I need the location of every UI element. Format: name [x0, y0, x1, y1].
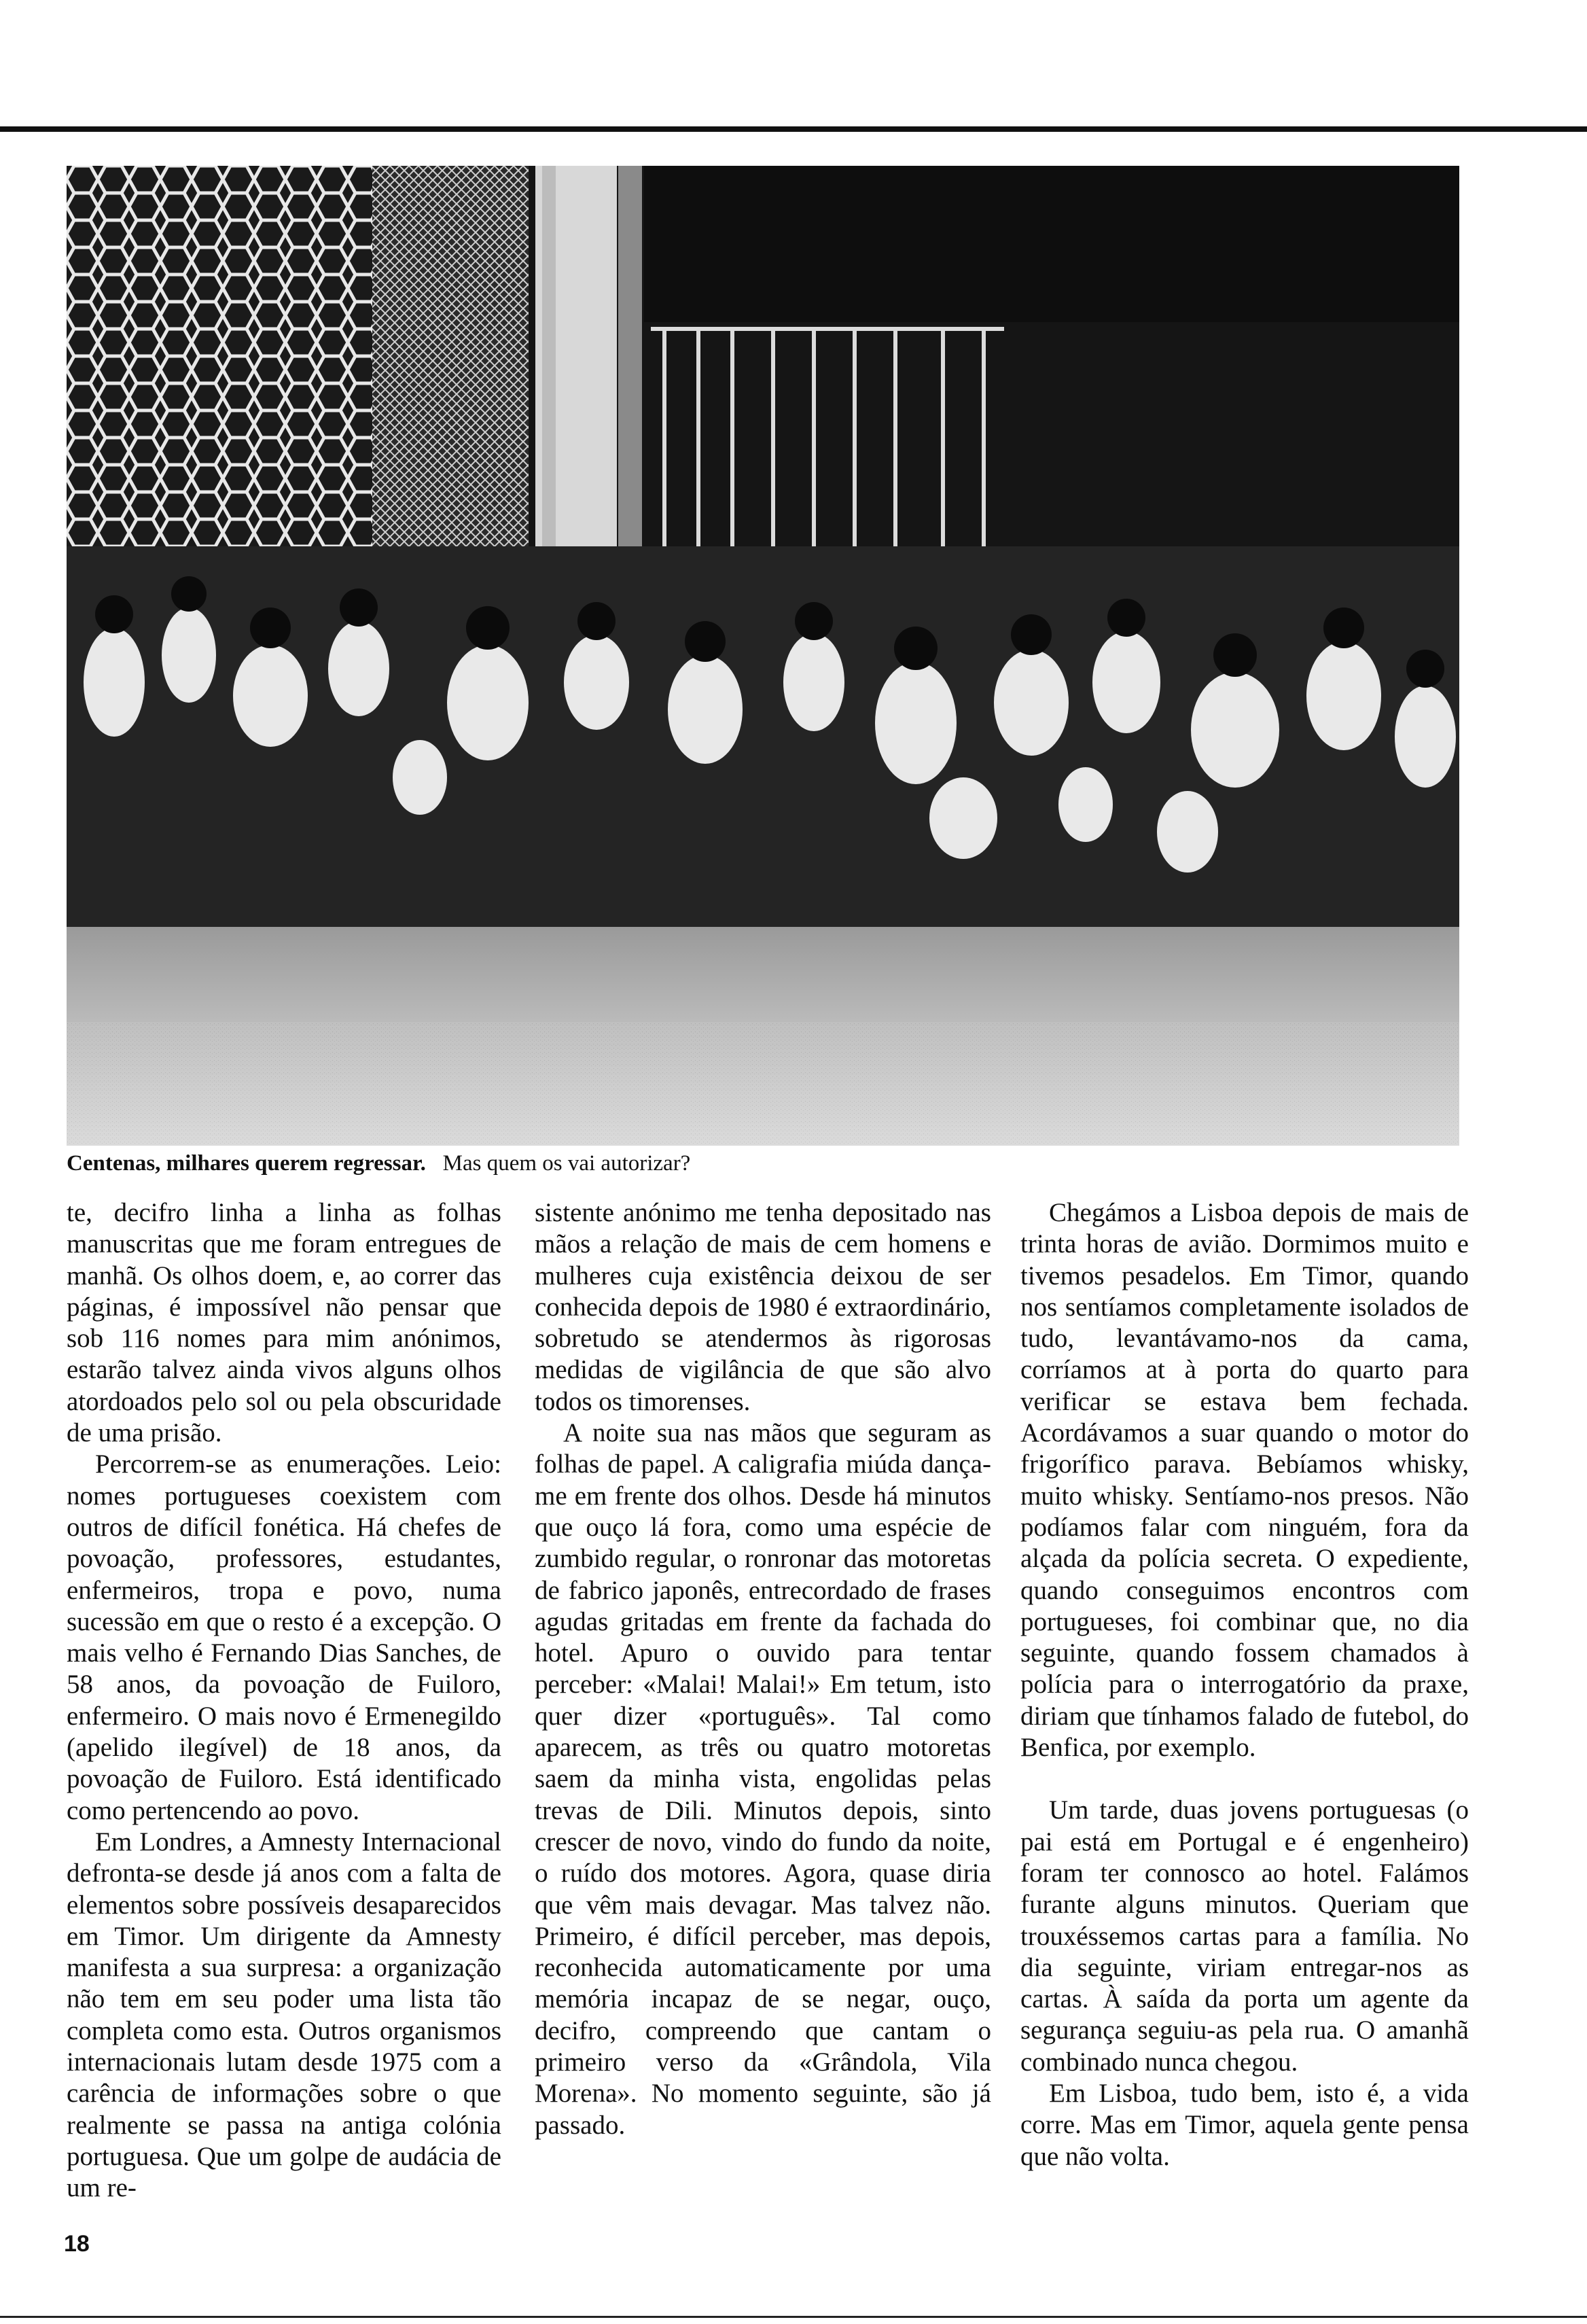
crowd-photo [67, 166, 1459, 1146]
column-3 [1020, 1197, 1469, 2172]
paragraph: Chegámos a Lisboa depois de mais de trinta horas de avião. Dormimos muito e tivemos pesadelos. Em Timor, quando nos sentíamos completamente isolados de tudo, levantávamo-nos da cama, corríamos at à porta do quarto para verificar se estava bem fechada. Acordávamos a suar quando o motor do frigorífico parava. Bebíamos whisky, muito whisky. Sentíamo-nos presos. Não podíamos falar com ninguém, fora da alçada da polícia secreta. O expediente, quando conseguimos encontros com portugueses, foi combinar que, no dia seguinte, quando fossem chamados à polícia para o interrogatório da praxe, diriam que tínhamos falado de futebol, do Benfica, por exemplo. [1020, 1198, 1469, 1763]
paragraph: te, decifro linha a linha as folhas manuscritas que me foram entregues de manhã. Os olhos doem, e, ao correr das páginas, é impossível não pensar que sob 116 nomes para mim anónimos, estarão talvez ainda vivos alguns olhos atordoados pelo sol ou pela obscuridade de uma prisão. [67, 1198, 501, 1448]
column-1 [67, 1197, 501, 2204]
top-rule [0, 126, 1587, 132]
photo-caption [67, 1150, 1493, 1177]
paragraph: Em Lisboa, tudo bem, isto é, a vida corre. Mas em Timor, aquela gente pensa que não volta. [1020, 2079, 1469, 2171]
caption-bold: Centenas, milhares querem regressar. [67, 1151, 426, 1176]
paragraph: Percorrem-se as enumerações. Leio: nomes portugueses coexistem com outros de difícil fonética. Há chefes de povoação, professores, estudantes, enfermeiros, tropa e povo, numa sucessão em que o resto é a excepção. O mais velho é Fernando Dias Sanches, de 58 anos, da povoação de Fuiloro, enfermeiro. O mais novo é Ermenegildo (apelido ilegível) de 18 anos, da povoação de Fuiloro. Está identificado como pertencendo ao povo. [67, 1449, 501, 1825]
paragraph: sistente anónimo me tenha depositado nas mãos a relação de mais de cem homens e mulheres cuja existência deixou de ser conhecida depois de 1980 é extraordinário, sobretudo se atendermos às rigorosas medidas de vigilância de que são alvo todos os timorenses. [535, 1198, 991, 1416]
crowd-photo-drawing [67, 166, 1459, 1146]
page-number: 18 [64, 2231, 90, 2257]
column-2 [535, 1197, 991, 2141]
bottom-rule [0, 2316, 1587, 2318]
paragraph: A noite sua nas mãos que seguram as folhas de papel. A caligrafia miúda dança-me em frente dos olhos. Desde há minutos que ouço lá fora, como uma espécie de zumbido regular, o ronronar das motoretas de fabrico japonês, entrecordado de frases agudas gritadas em frente da fachada do hotel. Apuro o ouvido para tentar perceber: «Malai! Malai!» Em tetum, isto quer dizer «português». Tal como aparecem, as três ou quatro motoretas saem da minha vista, engolidas pelas trevas de Dili. Minutos depois, sinto crescer de novo, vindo do fundo da noite, o ruído dos motores. Agora, quase diria que vêm mais devagar. Mas talvez não. Primeiro, é difícil perceber, mas depois, reconhecida automaticamente por uma memória incapaz de se negar, ouço, decifro, compreendo que cantam o primeiro verso da «Grândola, Vila Morena». No momento seguinte, são já passado. [535, 1418, 991, 2140]
paragraph: Em Londres, a Amnesty Internacional defronta-se desde já anos com a falta de elementos sobre possíveis desaparecidos em Timor. Um dirigente da Amnesty manifesta a sua surpresa: a organização não tem em seu poder uma lista tão completa como esta. Outros organismos internacionais lutam desde 1975 com a carência de informações sobre o que realmente se passa na antiga colónia portuguesa. Que um golpe de audácia de um re- [67, 1827, 501, 2203]
paragraph: Um tarde, duas jovens portuguesas (o pai está em Portugal e é engenheiro) foram ter connosco ao hotel. Falámos furante alguns minutos. Queriam que trouxéssemos cartas para a família. No dia seguinte, viriam entregar-nos as cartas. À saída da porta um agente da segurança seguiu-as pela rua. O amanhã combinado nunca chegou. [1020, 1795, 1469, 2077]
paragraph-gap [1020, 1763, 1469, 1795]
caption-rest: Mas quem os vai autorizar? [442, 1151, 691, 1176]
